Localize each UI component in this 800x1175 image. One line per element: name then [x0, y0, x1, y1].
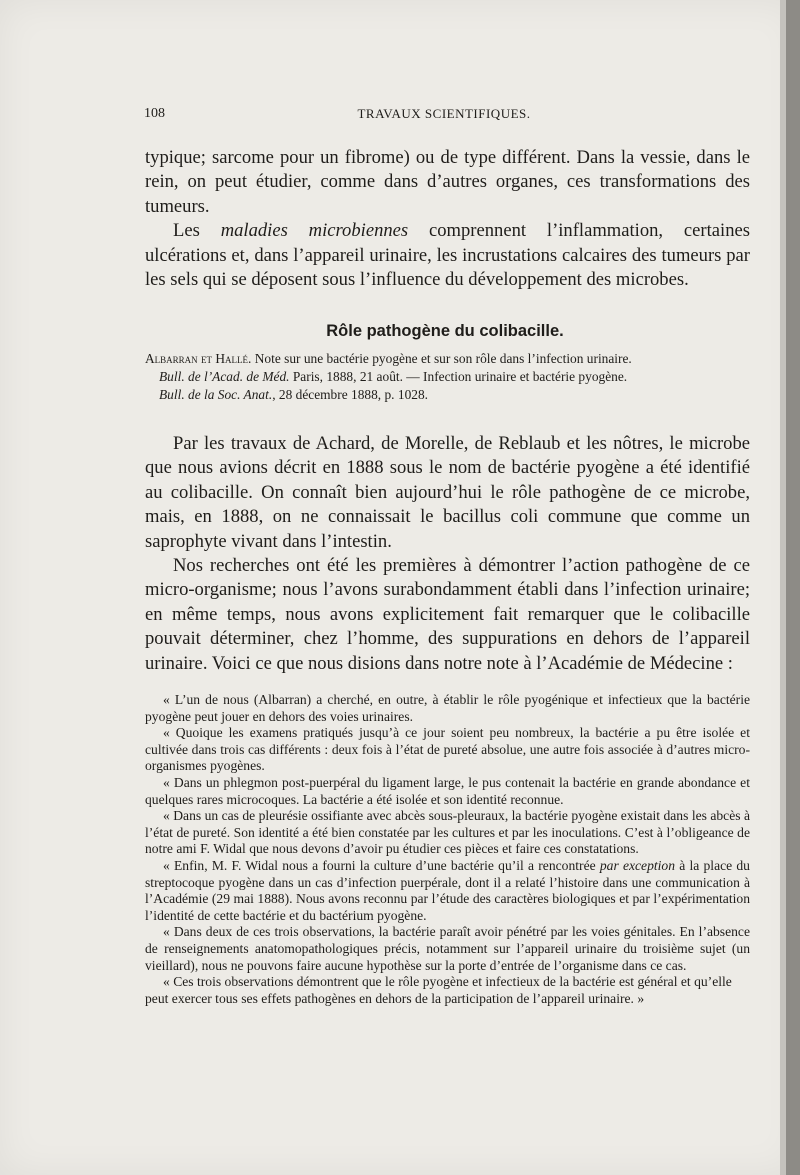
intro-paragraph-1: typique; sarcome pour un fibrome) ou de type différent. Dans la vessie, dans le rein, on peut étudier, comme dans d’autres organes, ces transformations des tumeurs. [145, 147, 750, 217]
reference-line-3 [145, 386, 750, 404]
reference-journal-1: Bull. de l’Acad. de Méd. [159, 368, 290, 384]
quote-paragraph-1: « L’un de nous (Albarran) a cherché, en outre, à établir le rôle pyogénique et infectieux que la bactérie pyogène peut jouer en dehors des voies urinaires. [145, 692, 750, 724]
quote-paragraph-3: « Dans un phlegmon post-puerpéral du ligament large, le pus contenait la bactérie en grande abondance et quelques rares microcoques. La bactérie a été isolée et son identité reconnue. [145, 774, 750, 807]
intro-text [145, 146, 750, 292]
reference-detail-1: Paris, 1888, 21 août. — Infection urinaire et bactérie pyogène. [289, 368, 628, 384]
intro-p2-end: comprennent l’inflammation, certaines ulcérations et, dans l’appareil urinaire, les incrustations calcaires des tumeurs par les sels qui se déposent sous l’influence du développement des microbes. [145, 220, 750, 291]
reference-authors: Albarran et Hallé. [145, 351, 252, 366]
main-paragraph-1: Par les travaux de Achard, de Morelle, de Reblaub et les nôtres, le microbe que nous avions décrit en 1888 sous le nom de bactérie pyogène a été identifié au colibacille. On connaît bien aujourd’hui le rôle pathogène de ce microbe, mais, en 1888, on ne connaissait le bacillus coli commune que comme un saprophyte vivant dans l’intestin. [145, 433, 750, 552]
reference-note: Note sur une bactérie pyogène et sur son rôle dans l’infection urinaire. [251, 351, 632, 366]
quote-paragraph-4: « Dans un cas de pleurésie ossifiante avec abcès sous-pleuraux, la bactérie pyogène existait dans les abcès à l’état de pureté. Son identité a été bien constatée par les cultures et par les inoculations. C’est à l’obligeance de notre ami F. Widal que nous devons d’avoir pu étudier ces pièces et faire ces constatations. [145, 808, 750, 857]
quote-5-end: à la place du streptocoque pyogène dans un cas d’infection puerpérale, dont il a relaté l’histoire dans une communication à l’Académie (29 mai 1888). Nous avons reconnu par l’étude des caractères biologiques et par l’expérimentation l’identité de cette bactérie et du bactérium pyogène. [145, 857, 750, 923]
quote-5-italic: par exception [599, 857, 676, 873]
page-edge [786, 0, 800, 1175]
quote-paragraph-7: « Ces trois observations démontrent que le rôle pyogène et infectieux de la bactérie est général et qu’elle peut exercer tous ses effets pathogènes en dehors de la participation de l’appareil urinaire. » [145, 974, 732, 1006]
section-title: Rôle pathogène du colibacille. [326, 322, 564, 340]
main-text [145, 432, 750, 676]
quote-paragraph-6: « Dans deux de ces trois observations, la bactérie paraît avoir pénétré par les voies génitales. En l’absence de renseignements anatomopathologiques précis, notamment sur l’appareil urinaire du troisième sujet (un vieillard), nous ne pouvons faire aucune hypothèse sur la porte d’entrée de l’organisme dans ce cas. [145, 924, 750, 973]
reference-line-1 [145, 350, 750, 368]
running-title: TRAVAUX SCIENTIFIQUES. [357, 106, 531, 121]
references [145, 350, 750, 403]
main-paragraph-2: Nos recherches ont été les premières à démontrer l’action pathogène de ce micro-organisme; nous l’avons surabondamment établi dans l’infection urinaire; en même temps, nous avons explicitement fait remarquer que le colibacille pouvait déterminer, chez l’homme, des suppurations en dehors de l’appareil urinaire. Voici ce que nous disions dans notre note à l’Académie de Médecine : [145, 555, 750, 674]
quote-5-start: « Enfin, M. F. Widal nous a fourni la culture d’une bactérie qu’il a rencontrée [163, 857, 600, 873]
quoted-note [145, 692, 750, 1007]
intro-paragraph-2 [145, 219, 750, 292]
intro-p2-start: Les [173, 220, 221, 242]
reference-journal-2: Bull. de la Soc. Anat. [159, 386, 273, 402]
quote-paragraph-2: « Quoique les examens pratiqués jusqu’à ce jour soient peu nombreux, la bactérie a pu être isolée et cultivée dans trois cas différents : deux fois à l’état de pureté absolue, une autre fois associée à d’autres micro-organismes pyogènes. [145, 725, 750, 774]
reference-line-2 [145, 368, 750, 386]
intro-p2-italic: maladies microbiennes [220, 220, 409, 242]
quote-paragraph-5 [145, 858, 750, 924]
page-number: 108 [144, 106, 165, 121]
page-header [138, 106, 750, 126]
reference-detail-2: , 28 décembre 1888, p. 1028. [272, 386, 429, 402]
